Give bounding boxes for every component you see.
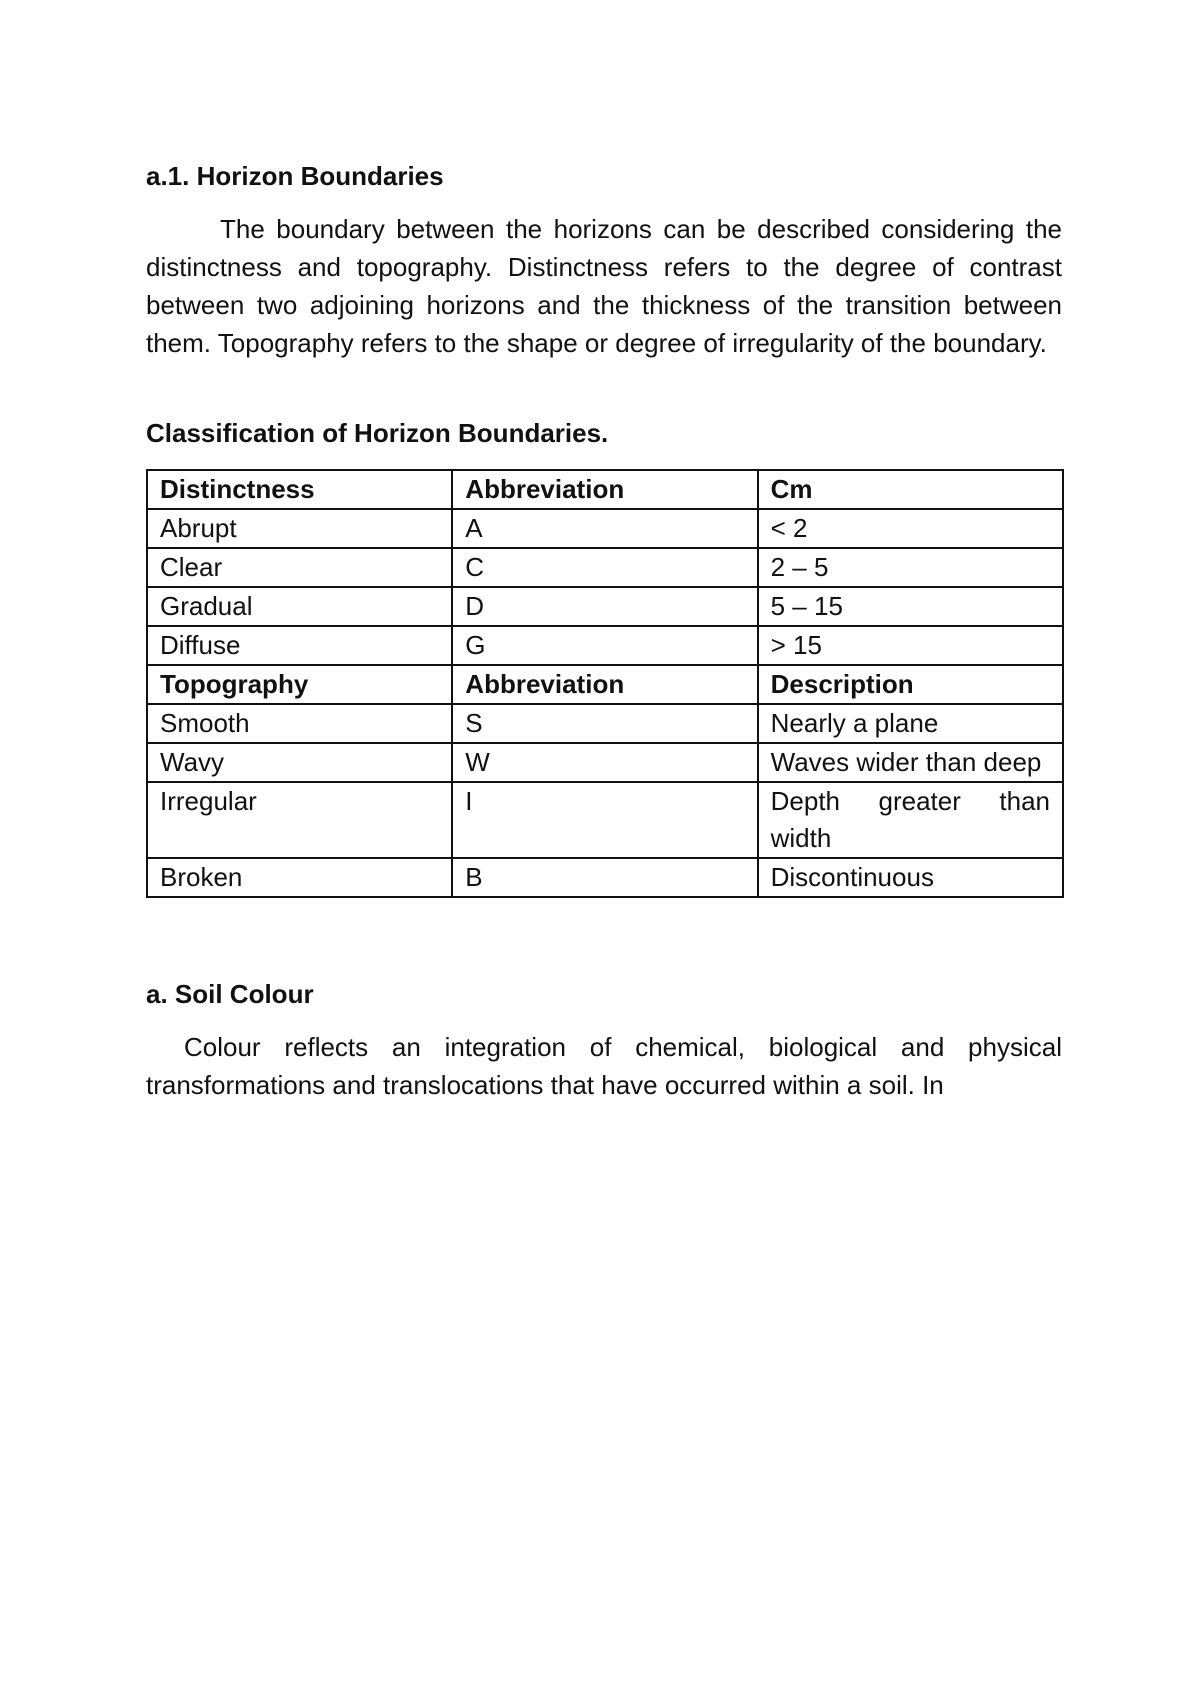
header-cell: Topography [147, 665, 452, 704]
table-cell: Abrupt [147, 509, 452, 548]
section-a-title: a. Soil Colour [146, 979, 314, 1009]
section-a-paragraph [146, 1028, 1062, 1104]
table-cell: Diffuse [147, 626, 452, 665]
table-cell: A [452, 509, 757, 548]
table-cell: > 15 [758, 626, 1063, 665]
table-row [147, 548, 1063, 587]
table-cell: Broken [147, 858, 452, 897]
header-cell: Abbreviation [452, 470, 757, 509]
table-row [147, 782, 1063, 858]
table-cell: C [452, 548, 757, 587]
table-cell: Nearly a plane [758, 704, 1063, 743]
section-a1-paragraph-text: The boundary between the horizons can be described considering the distinctness and topography. Distinctness refers to the degree of contrast between two adjoining horizons and the thickness of the transition between them. Topography refers to the shape or degree of irregularity of the boundary. [146, 214, 1062, 358]
table-caption: Classification of Horizon Boundaries. [146, 418, 609, 448]
table-cell: < 2 [758, 509, 1063, 548]
table-cell: G [452, 626, 757, 665]
table-row [147, 858, 1063, 897]
header-cell: Abbreviation [452, 665, 757, 704]
table-cell: Depth greater than width [758, 782, 1063, 858]
table-cell: D [452, 587, 757, 626]
table-row [147, 626, 1063, 665]
table-cell: 5 – 15 [758, 587, 1063, 626]
table-cell: Clear [147, 548, 452, 587]
section-a-paragraph-text: Colour reflects an integration of chemical, biological and physical transformations and translocations that have occurred within a soil. In [146, 1032, 1062, 1100]
header-cell: Distinctness [147, 470, 452, 509]
table-row [147, 509, 1063, 548]
table-cell: Discontinuous [758, 858, 1063, 897]
table-row [147, 704, 1063, 743]
section-a1-title: a.1. Horizon Boundaries [146, 161, 444, 191]
table-cell: Wavy [147, 743, 452, 782]
table-cell: Irregular [147, 782, 452, 858]
table-cell: Gradual [147, 587, 452, 626]
table-row [147, 587, 1063, 626]
topography-header-row [147, 665, 1063, 704]
header-cell: Description [758, 665, 1063, 704]
table-row [147, 743, 1063, 782]
table-cell: Smooth [147, 704, 452, 743]
table-cell: I [452, 782, 757, 858]
distinctness-header-row [147, 470, 1063, 509]
table-cell: 2 – 5 [758, 548, 1063, 587]
table-cell: B [452, 858, 757, 897]
table-cell: S [452, 704, 757, 743]
section-a1-paragraph [146, 210, 1062, 362]
table-cell: Waves wider than deep [758, 743, 1063, 782]
header-cell: Cm [758, 470, 1063, 509]
horizon-boundaries-table [146, 469, 1064, 898]
table-cell: W [452, 743, 757, 782]
